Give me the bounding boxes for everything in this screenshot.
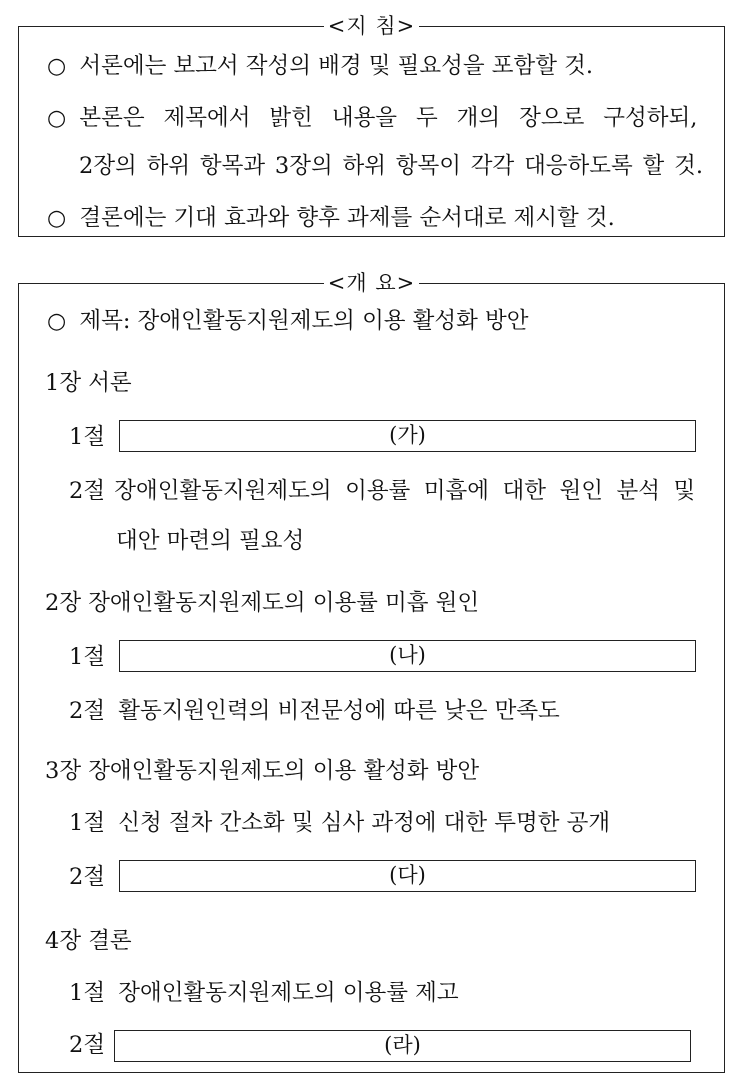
bullet-circle-icon: ○ — [47, 206, 67, 231]
chapter-1-section-1-number: 1절 — [69, 424, 106, 450]
guideline-title: <지 침> — [19, 13, 724, 39]
bullet-circle-icon: ○ — [47, 309, 67, 334]
outline-subject: ○ 제목: 장애인활동지원제도의 이용 활성화 방안 — [47, 306, 529, 337]
chapter-1-section-2: 2절 장애인활동지원제도의 이용률 미흡에 대한 원인 분석 및 — [69, 478, 696, 504]
chapter-4-section-1: 1절 장애인활동지원제도의 이용률 제고 — [69, 980, 459, 1006]
guideline-item-2-continued: 2장의 하위 항목과 3장의 하위 항목이 각각 대응하도록 할 것. — [79, 153, 703, 179]
outline-title: <개 요> — [19, 270, 724, 296]
chapter-1-heading: 1장 서론 — [45, 370, 132, 396]
guideline-item-1: ○ 서론에는 보고서 작성의 배경 및 필요성을 포함할 것. — [47, 51, 593, 82]
chapter-3-heading: 3장 장애인활동지원제도의 이용 활성화 방안 — [45, 758, 480, 784]
chapter-4-section-2-number: 2절 — [69, 1032, 106, 1058]
chapter-2-section-1-number: 1절 — [69, 644, 106, 670]
blank-ga-box[interactable]: (가) — [119, 420, 696, 452]
outline-box — [18, 271, 725, 1073]
chapter-2-heading: 2장 장애인활동지원제도의 이용률 미흡 원인 — [45, 590, 480, 616]
guideline-item-2: ○ 본론은 제목에서 밝힌 내용을 두 개의 장으로 구성하되, — [47, 103, 703, 134]
chapter-1-section-2-continued: 대안 마련의 필요성 — [116, 528, 305, 554]
chapter-4-heading: 4장 결론 — [45, 928, 132, 954]
chapter-3-section-1: 1절 신청 절차 간소화 및 심사 과정에 대한 투명한 공개 — [69, 810, 611, 836]
guideline-box — [18, 14, 725, 237]
chapter-2-section-2: 2절 활동지원인력의 비전문성에 따른 낮은 만족도 — [69, 698, 560, 724]
bullet-circle-icon: ○ — [47, 54, 67, 79]
blank-ra-box[interactable]: (라) — [114, 1030, 691, 1062]
guideline-item-3: ○ 결론에는 기대 효과와 향후 과제를 순서대로 제시할 것. — [47, 203, 615, 234]
bullet-circle-icon: ○ — [47, 106, 67, 131]
blank-da-box[interactable]: (다) — [119, 860, 696, 892]
blank-na-box[interactable]: (나) — [119, 640, 696, 672]
chapter-3-section-2-number: 2절 — [69, 864, 106, 890]
